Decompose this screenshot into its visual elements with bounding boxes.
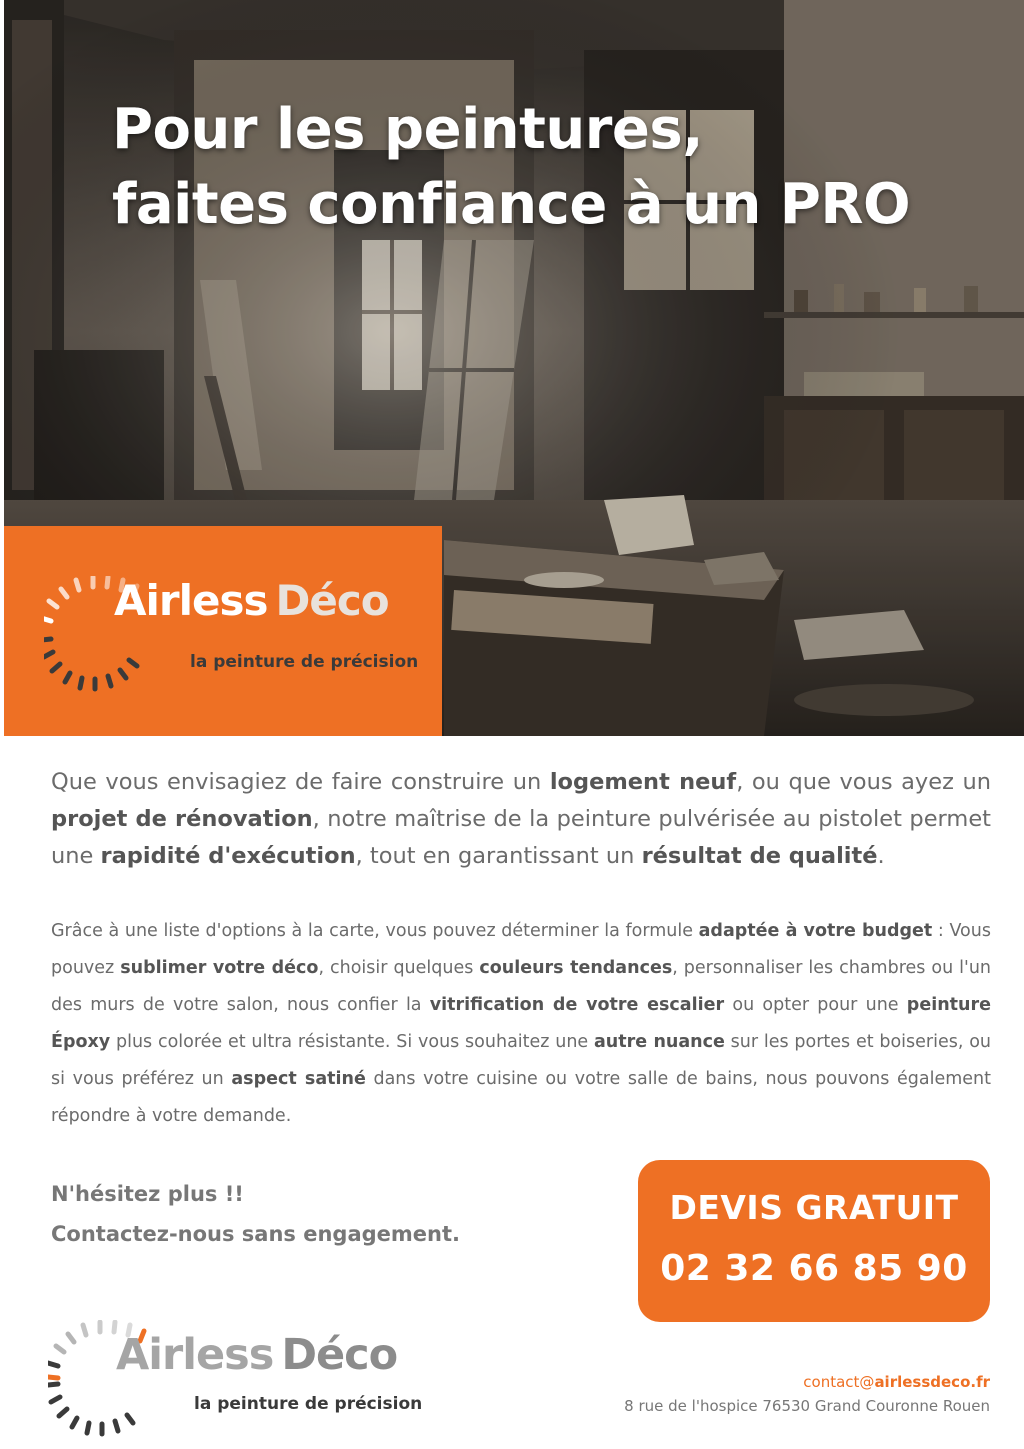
contact-address: 8 rue de l'hospice 76530 Grand Couronne Rouen bbox=[624, 1397, 990, 1415]
cta-line-2: Contactez-nous sans engagement. bbox=[51, 1222, 460, 1246]
contact-info bbox=[624, 1370, 990, 1418]
intro-highlight: rapidité d'exécution bbox=[100, 843, 356, 869]
cta-line-1: N'hésitez plus !! bbox=[51, 1182, 244, 1206]
options-text: sur les portes et boiseries, ou si vous préférez un bbox=[51, 1032, 992, 1089]
options-highlight: vitrification de votre escalier bbox=[429, 995, 725, 1015]
options-text: plus colorée et ultra résistante. Si vous souhaitez une bbox=[110, 1032, 594, 1052]
footer-brand-part-2: Déco bbox=[281, 1330, 398, 1380]
hero-title bbox=[112, 92, 910, 242]
intro-text: , tout en garantissant un bbox=[355, 843, 642, 869]
options-paragraph bbox=[51, 913, 991, 1135]
options-highlight: sublimer votre déco bbox=[120, 958, 319, 978]
intro-highlight: projet de rénovation bbox=[51, 806, 313, 832]
options-highlight: autre nuance bbox=[594, 1032, 725, 1052]
hero-title-line-2: faites confiance à un PRO bbox=[112, 172, 911, 237]
brand-name-part-2: Déco bbox=[275, 576, 389, 625]
intro-text: , ou que vous ayez un bbox=[736, 769, 991, 795]
email-prefix: contact@ bbox=[803, 1373, 875, 1391]
intro-highlight: résultat de qualité bbox=[641, 843, 878, 869]
options-text: , personnaliser les chambres ou l'un des murs de votre salon, nous confier la bbox=[51, 958, 992, 1015]
intro-text: , notre maîtrise de la peinture pulvérisée au pistolet permet une bbox=[51, 806, 991, 869]
phone-number[interactable]: 02 32 66 85 90 bbox=[660, 1248, 968, 1289]
free-quote-box[interactable] bbox=[638, 1160, 990, 1322]
intro-text: Que vous envisagiez de faire construire un bbox=[51, 769, 550, 795]
intro-paragraph bbox=[51, 764, 991, 875]
brand-name bbox=[114, 576, 389, 625]
call-to-action bbox=[51, 1174, 460, 1254]
options-highlight: aspect satiné bbox=[231, 1069, 366, 1089]
footer-brand-name bbox=[116, 1330, 397, 1380]
contact-email[interactable] bbox=[624, 1370, 990, 1394]
intro-text: . bbox=[877, 843, 885, 869]
options-text: Grâce à une liste d'options à la carte, vous pouvez déterminer la formule bbox=[51, 921, 699, 941]
options-text: : Vous pouvez bbox=[51, 921, 991, 978]
options-highlight: couleurs tendances bbox=[479, 958, 673, 978]
hero-title-line-1: Pour les peintures, bbox=[112, 97, 703, 162]
brand-name-part-1: Airless bbox=[114, 576, 268, 625]
intro-highlight: logement neuf bbox=[549, 769, 737, 795]
brand-tagline: la peinture de précision bbox=[190, 652, 419, 672]
brand-logo-panel bbox=[4, 526, 442, 736]
options-highlight: adaptée à votre budget bbox=[698, 921, 933, 941]
options-text: , choisir quelques bbox=[318, 958, 480, 978]
footer-tagline: la peinture de précision bbox=[194, 1394, 423, 1414]
email-domain: airlessdeco.fr bbox=[874, 1373, 990, 1391]
options-text: dans votre cuisine ou votre salle de bains, nous pouvons également répondre à votre demande. bbox=[51, 1069, 991, 1126]
free-quote-label: DEVIS GRATUIT bbox=[669, 1188, 959, 1227]
options-highlight: peinture Époxy bbox=[51, 995, 991, 1052]
options-text: ou opter pour une bbox=[724, 995, 907, 1015]
footer-brand-part-1: Airless bbox=[116, 1330, 274, 1380]
